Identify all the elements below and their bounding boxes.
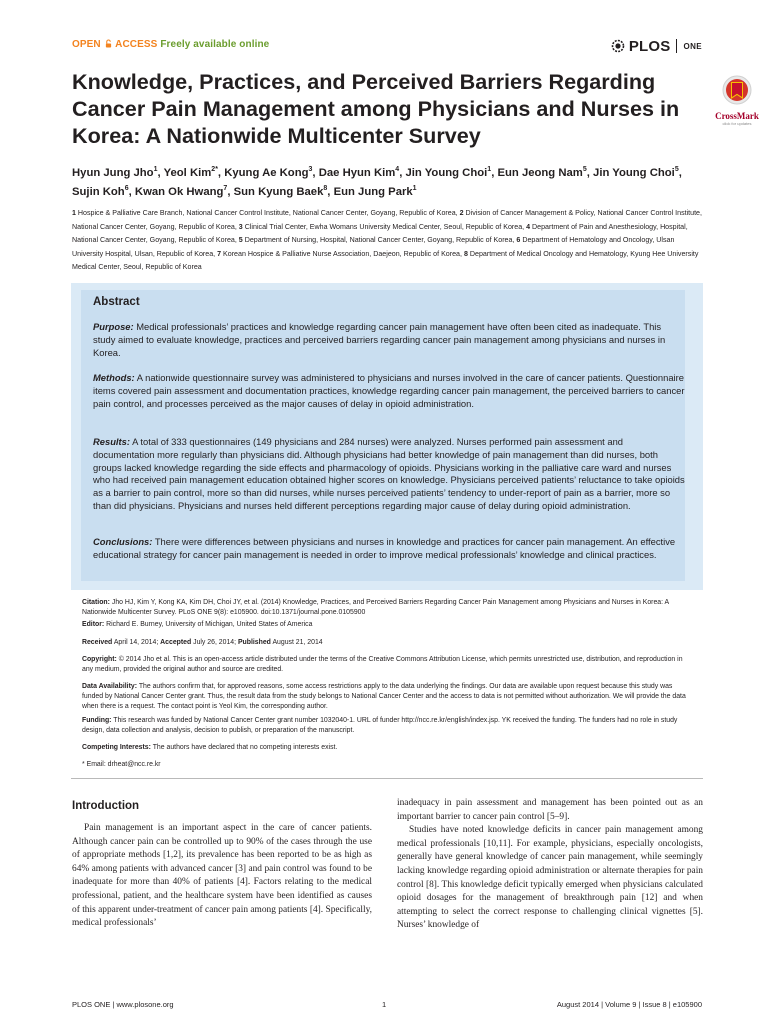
editor-text: Richard E. Burney, University of Michigan, United States of America xyxy=(106,621,313,628)
oa-access-text: ACCESS xyxy=(115,39,158,50)
conclusions-label: Conclusions: xyxy=(93,536,153,547)
affiliation-text: Hospice & Palliative Care Branch, National Cancer Control Institute, National Cancer Center, Goyang, Republic of Korea, xyxy=(75,209,460,217)
competing-label: Competing Interests: xyxy=(82,744,151,751)
published-label: Published xyxy=(237,639,271,646)
crossmark-icon xyxy=(722,75,752,105)
affiliation-number: 1 xyxy=(72,209,76,217)
affiliation-text: Clinical Trial Center, Ewha Womans University Medical Center, Seoul, Republic of Korea, xyxy=(242,222,527,231)
intro-right-para-2: Studies have noted knowledge deficits in cancer pain management among medical professionals [10,11]. For example, physicians, especially oncologists, generally have general knowledge of cancer pain management, while seemingly lacking knowledge regarding opioid administration or alternate therapies for pain control [8]. This knowledge deficit typically emerged when physicians calculated opioid dosages for the management of breakthrough pain [12] and when attempting to select the correct response to challenging clinical vignettes [5]. Nurses’ knowledge of xyxy=(397,825,703,931)
abstract-panel xyxy=(81,290,685,581)
affiliation-text: Division of Cancer Management & Policy, National Cancer Control Institute, National Cancer Center, Goyang, Republic of Korea, xyxy=(72,209,702,231)
author-name: Sujin Koh xyxy=(72,186,125,198)
plos-wordmark: PLOS xyxy=(628,37,671,55)
oa-free-text: Freely available online xyxy=(160,39,270,50)
funding-label: Funding: xyxy=(82,717,112,724)
affiliation-text: Department of Nursing, Hospital, National Cancer Center, Goyang, Republic of Korea, xyxy=(242,236,517,245)
citation-text: Jho HJ, Kim Y, Kong KA, Kim DH, Choi JY, et al. (2014) Knowledge, Practices, and Perceived Barriers Regarding Cancer Pain Management among Physicians and Nurses in Korea: A Nationwide Multicenter Survey. PLoS ONE 9(8): e105900. doi:10.1371/journal.pone.0105900 xyxy=(82,599,669,617)
footer-journal: PLOS ONE | www.plosone.org xyxy=(72,1000,174,1009)
affiliation-text: Department of Pain and Anesthesiology, Hospital, National Cancer Center, Goyang, Republic of Korea, xyxy=(72,222,688,245)
plos-gear-icon xyxy=(610,38,626,54)
author-affiliation-number: 5 xyxy=(674,166,679,174)
affiliation-text: Department of Medical Oncology and Hematology, Kyung Hee University Medical Center, Seoul, Republic of Korea xyxy=(72,249,699,272)
author-name: Dae Hyun Kim xyxy=(318,167,396,179)
methods-text: A nationwide questionnaire survey was administered to physicians and nurses involved in the care of cancer patients. Questionnaire items covered pain assessment and documentation practices, knowledge regarding cancer pain management, the perceived barriers to cancer pain control, and processes perceived as the major causes of delay in opioid administration. xyxy=(93,372,685,409)
author-name: Kwan Ok Hwang xyxy=(134,186,224,198)
oa-open-text: OPEN xyxy=(72,39,101,50)
intro-right-column xyxy=(397,797,703,933)
accepted-label: Accepted xyxy=(160,639,192,646)
introduction-heading: Introduction xyxy=(72,800,140,812)
purpose-label: Purpose: xyxy=(93,321,134,332)
open-lock-icon xyxy=(105,39,112,48)
author-name: Jin Young Choi xyxy=(593,167,675,179)
meta-bottom-rule xyxy=(71,778,703,779)
author-name: Hyun Jung Jho xyxy=(72,167,154,179)
editor-label: Editor: xyxy=(82,621,105,628)
open-access-badge xyxy=(72,39,269,50)
abstract-heading: Abstract xyxy=(93,296,140,308)
results-label: Results: xyxy=(93,436,130,447)
article-title: Knowledge, Practices, and Perceived Barriers Regarding Cancer Pain Management among Physicians and Nurses in Korea: A Nationwide Multicenter Survey xyxy=(72,69,680,148)
author-name: Jin Young Choi xyxy=(405,167,488,179)
author-affiliation-number: 5 xyxy=(582,166,587,174)
abstract-conclusions xyxy=(93,536,685,562)
intro-left-column: Pain management is an important aspect in the care of cancer patients. Although cancer pain can be controlled up to 90% of the cases through the use of appropriate methods [1,2], its prevalence has been reported to be as high as 64% among patients with advanced cancer [3] and pain control was found to be inadequate for more than 40% of patients [4]. Factors relating to the medical professional, patient, and the healthcare system have been identified as causes of this apparent under-treatment of cancer pain among patients [4]. Specifically, medical professionals’ xyxy=(72,823,372,929)
author-affiliation-number: 1 xyxy=(487,166,492,174)
journal-header xyxy=(72,36,702,56)
abstract-box xyxy=(71,283,703,590)
author-name: Yeol Kim xyxy=(163,167,212,179)
data-availability xyxy=(82,682,692,713)
author-affiliation-number: 2* xyxy=(211,166,218,174)
footer-page-number: 1 xyxy=(382,1000,387,1009)
affiliation-number: 7 xyxy=(217,249,222,258)
affiliation-text: Korean Hospice & Palliative Nurse Association, Daejeon, Republic of Korea, xyxy=(221,249,464,258)
funding xyxy=(82,716,692,736)
one-wordmark: ONE xyxy=(683,41,702,51)
crossmark-label: CrossMark xyxy=(715,111,759,121)
author-affiliation-number: 1 xyxy=(153,166,158,174)
affiliation-number: 2 xyxy=(459,209,464,217)
author-affiliation-number: 1 xyxy=(412,185,417,193)
author-affiliation-number: 8 xyxy=(323,185,328,193)
author-name: Eun Jeong Nam xyxy=(497,167,583,179)
availability-text: The authors confirm that, for approved reasons, some access restrictions apply to the data underlying the findings. Our data are available upon request because this study was funded by National Cancer Center grant. Thus, the result data from the study belongs to National Cancer Center and the access to data is not permitted without authorization. We will provide the data when there is a request. The contact point is Yeol Kim, the corresponding author. xyxy=(82,683,686,711)
competing-text: The authors have declared that no competing interests exist. xyxy=(152,744,338,751)
affiliations xyxy=(72,207,704,275)
citation xyxy=(82,598,692,618)
availability-label: Data Availability: xyxy=(82,683,138,690)
abstract-results xyxy=(93,436,685,513)
accepted-date: July 26, 2014; xyxy=(193,639,237,646)
author-name: Eun Jung Park xyxy=(333,186,413,198)
footer-issue: August 2014 | Volume 9 | Issue 8 | e105900 xyxy=(556,1000,702,1009)
intro-right-para-1: inadequacy in pain assessment and management has been pointed out as an important barrier to cancer pain control [5–9]. xyxy=(397,798,703,822)
received-date: April 14, 2014; xyxy=(113,639,159,646)
methods-label: Methods: xyxy=(93,372,135,383)
purpose-text: Medical professionals’ practices and knowledge regarding cancer pain management have often been cited as inadequate. This study aimed to evaluate knowledge, practices and perceived barriers regarding cancer pain management among physicians and nurses in Korea. xyxy=(93,321,666,358)
author-name: Kyung Ae Kong xyxy=(224,167,309,179)
author-affiliation-number: 6 xyxy=(124,185,129,193)
corresponding-email[interactable]: * Email: drheat@ncc.re.kr xyxy=(82,761,161,768)
author-affiliation-number: 7 xyxy=(223,185,228,193)
affiliation-number: 8 xyxy=(463,249,468,258)
crossmark-sublabel: click for updates xyxy=(722,121,752,126)
logo-divider xyxy=(676,39,677,53)
copyright xyxy=(82,655,692,675)
author-affiliation-number: 4 xyxy=(395,166,400,174)
copyright-text: © 2014 Jho et al. This is an open-access article distributed under the terms of the Creative Commons Attribution License, which permits unrestricted use, distribution, and reproduction in any medium, provided the original author and source are credited. xyxy=(82,656,683,674)
publication-dates xyxy=(82,638,692,648)
affiliation-number: 6 xyxy=(516,236,521,245)
results-text: A total of 333 questionnaires (149 physicians and 284 nurses) were analyzed. Nurses performed pain assessment and documentation more regularly than physicians did. Although physicians had better knowledge of pain management than did nurses, both groups lacked knowledge regarding the side effects and pharmacology of opioids. Physicians working in the palliative care ward and nurses who had received pain management education obtained higher scores on knowledge. Physicians perceived patients’ reluctance to take opioids as a barrier to pain control, more so than did nurses, while nurses perceived patients’ tendency to under-report of pain as a barrier, more so than did physicians. Physicians and nurses held different perceptions regarding major cause of delay during opioid administration. xyxy=(93,436,685,511)
conclusions-text: There were differences between physicians and nurses in knowledge and practices for cancer pain management. An effective educational strategy for cancer pain management is needed in order to improve medical professionals’ knowledge and clinical practices. xyxy=(93,536,676,560)
crossmark-badge[interactable] xyxy=(712,75,762,126)
author-list: Hyun Jung Jho$^1$, Yeol Kim$^{2*}$, Kyung Ae Kong$^3$, Dae Hyun Kim$^4$, Jin Young Choi$^1$, Eun Jeong Nam$^5$, Jin Young Choi$^5$, Sujin Koh$^6$, Kwan Ok Hwang$^7$, Sun Kyung Baek$^8$, Eun Jung Park$^1$ xyxy=(72,166,682,198)
affiliation-number: 5 xyxy=(238,236,243,245)
abstract-purpose xyxy=(93,321,685,359)
citation-label: Citation: xyxy=(82,599,110,606)
affiliation-number: 4 xyxy=(526,222,531,231)
author-name: Sun Kyung Baek xyxy=(233,186,324,198)
competing-interests xyxy=(82,743,692,753)
received-label: Received xyxy=(82,639,113,646)
affiliation-number: 3 xyxy=(238,222,243,231)
author-affiliation-number: 3 xyxy=(308,166,313,174)
abstract-methods xyxy=(93,372,685,410)
editor xyxy=(82,620,692,630)
funding-text: This research was funded by National Cancer Center grant number 1032040-1. URL of funder http://ncc.re.kr/english/index.jsp. YK received the funding. The funders had no role in study design, data collection and analysis, decision to publish, or preparation of the manuscript. xyxy=(82,717,678,735)
plos-one-logo xyxy=(610,36,702,56)
copyright-label: Copyright: xyxy=(82,656,117,663)
affiliation-text: Department of Hematology and Oncology, Ulsan University Hospital, Ulsan, Republic of Korea, xyxy=(72,236,675,258)
published-date: August 21, 2014 xyxy=(272,639,323,646)
